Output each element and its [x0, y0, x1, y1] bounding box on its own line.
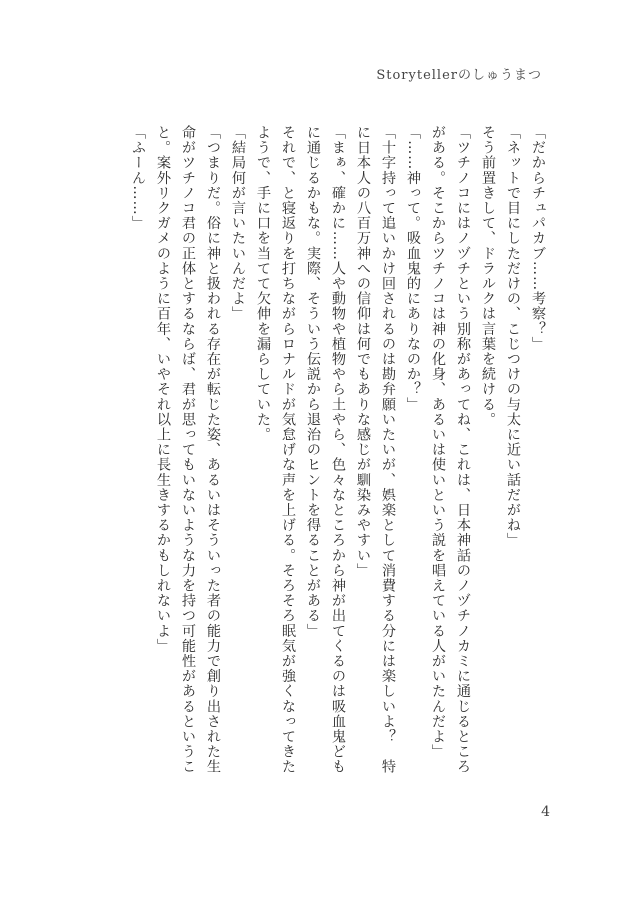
running-header: Storytellerのしゅうまつ	[376, 68, 542, 83]
page-number: 4	[541, 804, 550, 820]
paragraph-3: そう前置きして、ドラルクは言葉を続ける。	[480, 125, 496, 427]
paragraph-1: 「だからチュパカブ……考察？」	[530, 125, 546, 352]
paragraph-8: それで、と寝返りを打ちながらロナルドが気怠げな声を上げる。そろそろ眠気が強くなってきたようで、手に口を当てて欠伸を漏らしていた。	[255, 125, 296, 775]
paragraph-11: 「ふーん……」	[130, 125, 146, 231]
paragraph-4: 「ツチノコにはノヅチという別称があってね、これは、日本神話のノヅチノカミに通じるところがある。そこからツチノコは神の化身、あるいは使いという説を唱えている人がいたんだよ」	[430, 125, 471, 775]
paragraph-2: 「ネットで目にしただけの、こじつけの与太に近い話だがね」	[505, 125, 521, 548]
paragraph-6: 「十字持って追いかけ回されるのは勘弁願いたいが、娯楽として消費する分には楽しいよ？ 特に日本人の八百万神への信仰は何でもありな感じが馴染みやすい」	[355, 125, 396, 775]
paragraph-10: 「つまりだ。俗に神と扱われる存在が転じた姿、あるいはそういった者の能力で創り出された生命がツチノコ君の正体とするならば、君が思ってもいないような力を持つ可能性があるということ。案外リクガメのように百年、いやそれ以上に長生きするかもしれないよ」	[155, 125, 221, 775]
paragraph-7: 「まぁ、確かに……人や動物や植物やら土やら、色々なところから神が出てくるのは吸血鬼どもに通じるかもな。実際、そういう伝説から退治のヒントを得ることがある」	[305, 125, 346, 775]
paragraph-9: 「結局何が言いたいんだよ」	[230, 125, 246, 322]
paragraph-5: 「……神って。吸血鬼的にありなのか？」	[405, 125, 421, 412]
vertical-body-text	[125, 125, 550, 785]
